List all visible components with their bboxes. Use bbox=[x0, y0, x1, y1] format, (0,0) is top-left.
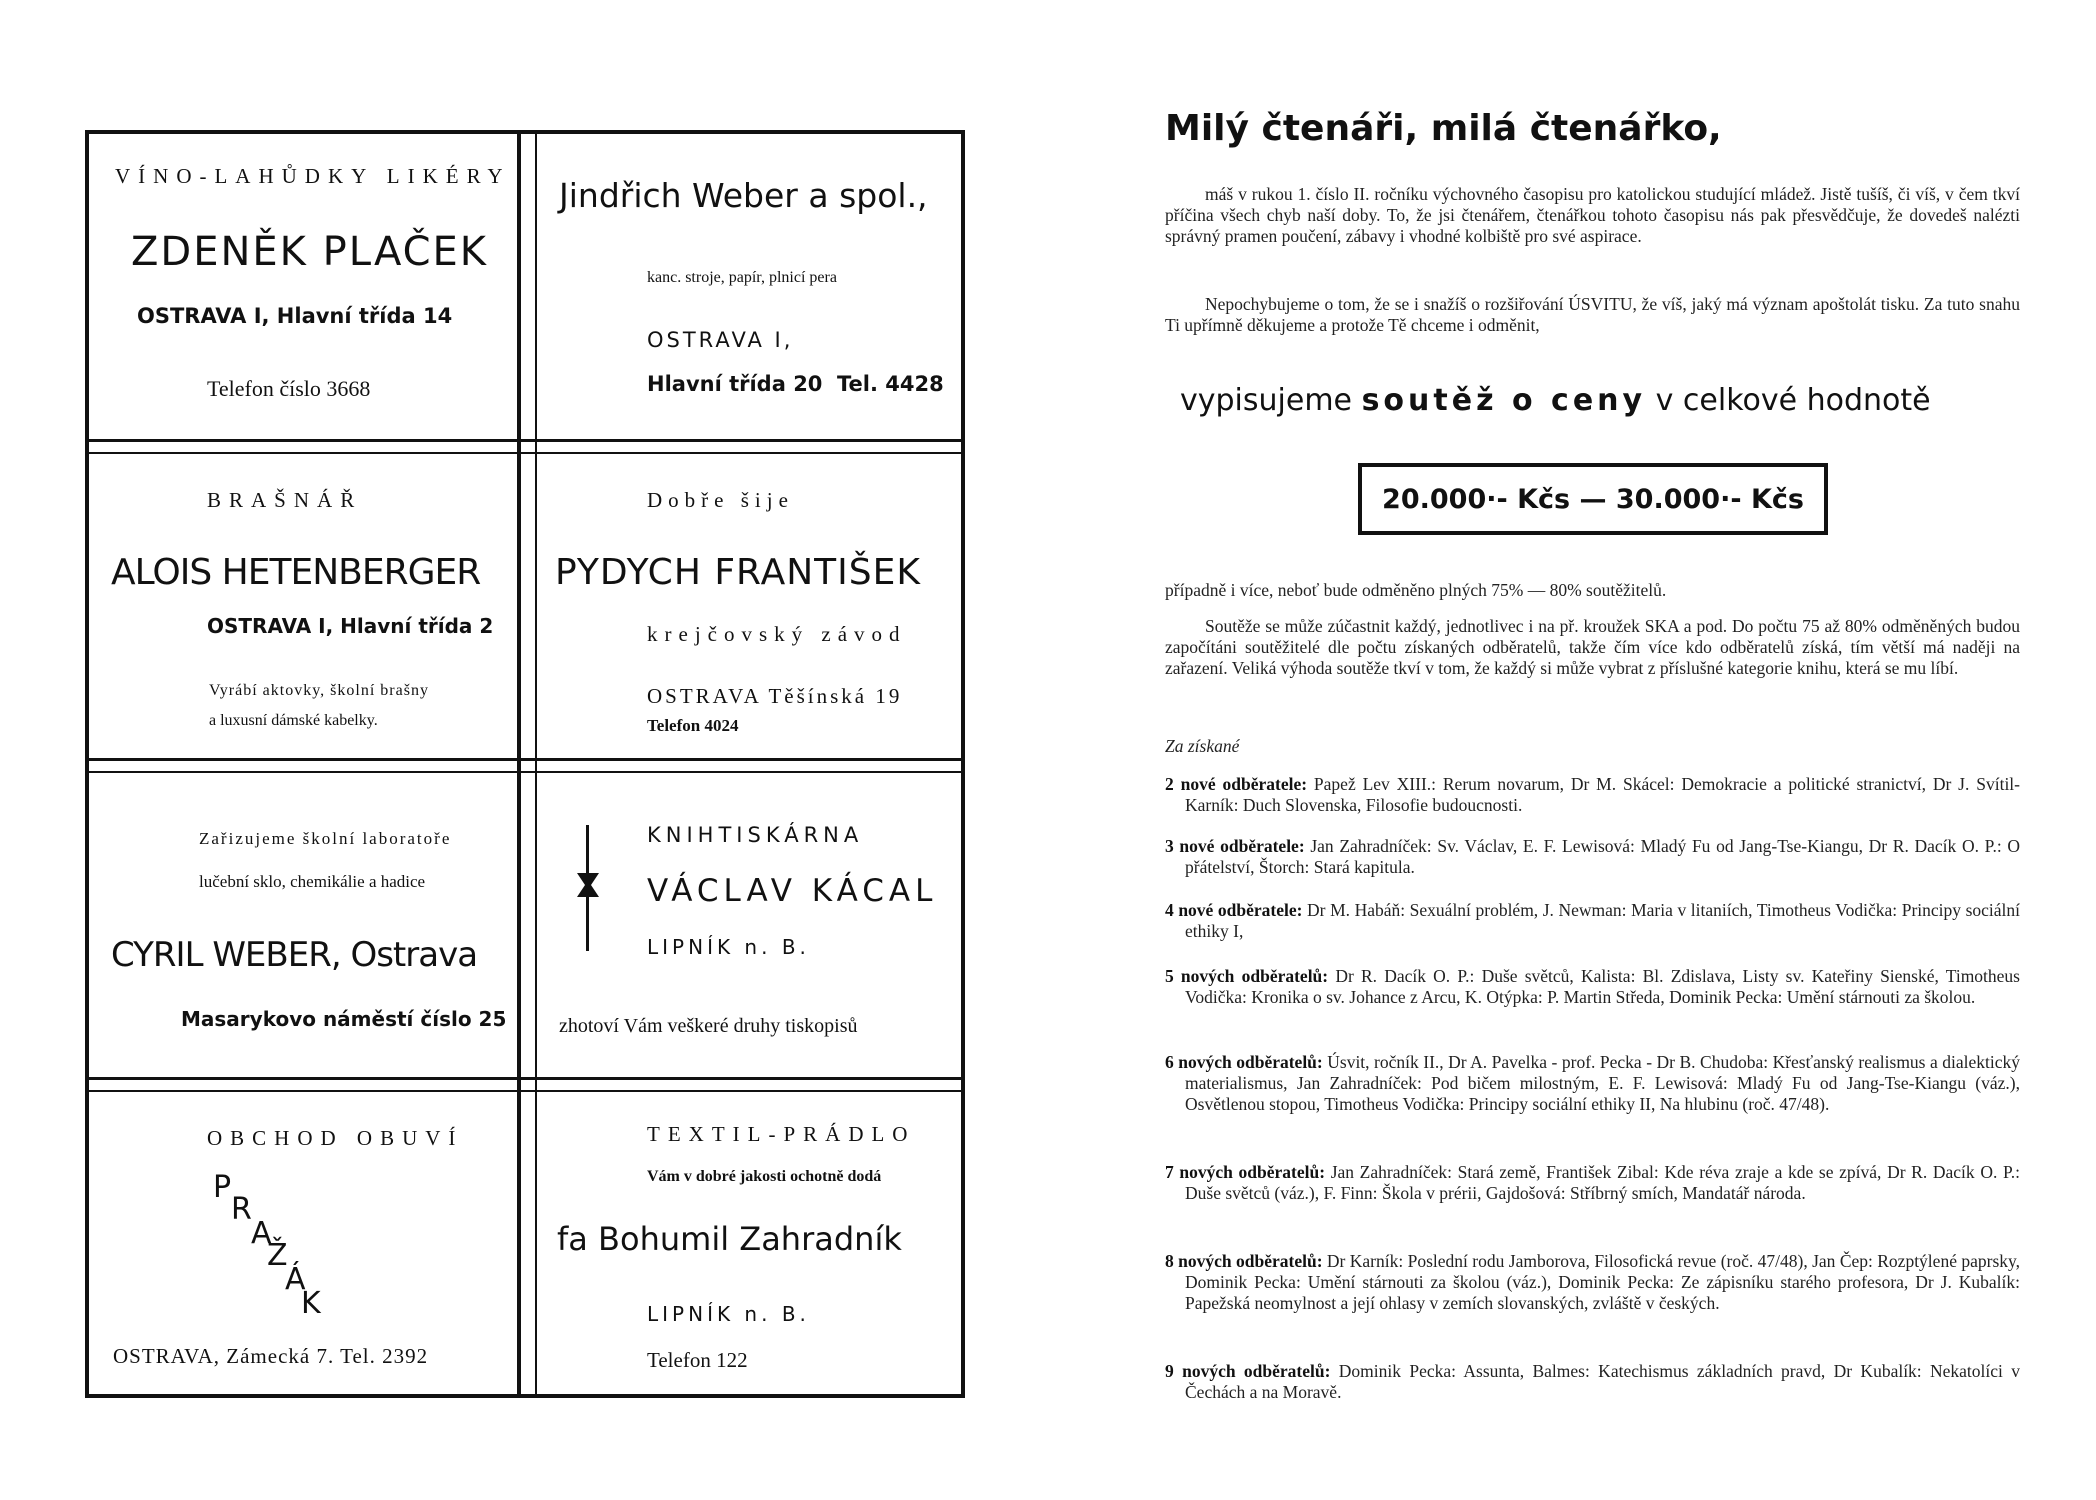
ad-street: Hlavní třída 20 bbox=[647, 372, 823, 396]
ad-zdenek-placek bbox=[89, 134, 517, 439]
prazak-logo-letter: P bbox=[213, 1170, 232, 1205]
contest-highlight: soutěž o ceny bbox=[1361, 383, 1647, 418]
reward-item bbox=[1165, 900, 2020, 942]
grid-divider-vertical bbox=[517, 134, 521, 1394]
ad-trade: krejčovský závod bbox=[647, 622, 907, 646]
contest-text: vypisujeme bbox=[1180, 383, 1353, 418]
prize-box bbox=[1358, 463, 1828, 535]
ad-description: a luxusní dámské kabelky. bbox=[209, 712, 378, 729]
ad-vaclav-kacal bbox=[537, 773, 961, 1077]
reward-label: 2 nové odběratele: bbox=[1165, 774, 1308, 794]
prazak-logo-letter: K bbox=[301, 1286, 321, 1321]
ad-alois-hetenberger bbox=[89, 454, 517, 758]
prize-amount: 20.000·- Kčs — 30.000·- Kčs bbox=[1382, 483, 1804, 515]
reward-text: Dr M. Habáň: Sexuální problém, J. Newman: Maria v litaniích, Timotheus Vodička: Principy sociální ethiky I, bbox=[1185, 900, 2021, 941]
paragraph: případně i více, neboť bude odměněno plných 75% — 80% soutěžitelů. bbox=[1165, 580, 1667, 600]
ad-address: OSTRAVA Těšínská 19 bbox=[647, 684, 903, 708]
reward-item bbox=[1165, 774, 2020, 816]
ad-business-name: PYDYCH FRANTIŠEK bbox=[555, 552, 921, 593]
reward-text: Jan Zahradníček: Stará země, František Zibal: Kde réva zraje a kde se zpívá, Dr R. Dacík O. P.: Duše světců (váz.), F. Finn: Škola v prérii, Gajdošová: Stříbrný smích, Mandatář národa. bbox=[1185, 1162, 2021, 1203]
ad-text-line: lučební sklo, chemikálie a hadice bbox=[199, 872, 426, 891]
reward-label: 3 nové odběratele: bbox=[1165, 836, 1305, 856]
ad-phone: Tel. 4428 bbox=[837, 372, 944, 396]
ad-jindrich-weber bbox=[537, 134, 961, 439]
contest-announcement bbox=[1180, 383, 1931, 418]
ad-description: zhotoví Vám veškeré druhy tiskopisů bbox=[559, 1015, 858, 1037]
ad-business-name: VÁCLAV KÁCAL bbox=[647, 873, 938, 909]
ad-address: OSTRAVA I, Hlavní třída 14 bbox=[137, 304, 453, 328]
ad-category: VÍNO-LAHŮDKY LIKÉRY bbox=[115, 164, 511, 188]
ad-phone: Telefon číslo 3668 bbox=[207, 376, 371, 401]
ad-phone: Telefon 4024 bbox=[647, 716, 739, 735]
reward-text: Jan Zahradníček: Sv. Václav, E. F. Lewisová: Mladý Fu od Jang-Tse-Kiangu, Dr R. Dacík O. P.: O přátelství, Štorch: Stará kapitula. bbox=[1185, 836, 2020, 877]
grid-divider-horizontal bbox=[89, 758, 961, 761]
ad-city: LIPNÍK n. B. bbox=[647, 1302, 810, 1326]
printing-press-icon bbox=[575, 825, 601, 951]
prazak-logo-letter: A bbox=[251, 1216, 272, 1251]
intro-paragraph: máš v rukou 1. číslo II. ročníku výchovného časopisu pro katolickou studující mládež. Jistě tušíš, či víš, v čem tkví příčina všech chyb naší doby. To, že jsi čtenářem, čtenářkou tohoto časopisu nás pak přesvědčuje, že dovedeš nalézti správný pramen poučení, zábavy i vhodné kolbiště pro své aspirace. bbox=[1165, 184, 2020, 246]
prazak-logo-letter: Á bbox=[285, 1262, 306, 1297]
ad-address: OSTRAVA, Zámecká 7. Tel. 2392 bbox=[113, 1344, 429, 1368]
ad-category: TEXTIL-PRÁDLO bbox=[647, 1122, 916, 1146]
prazak-logo-letter: R bbox=[231, 1192, 252, 1227]
ad-city: LIPNÍK n. B. bbox=[647, 935, 810, 959]
ad-address: Masarykovo náměstí číslo 25 bbox=[181, 1007, 507, 1031]
reward-text: Dr R. Dacík O. P.: Duše světců, Kalista: Bl. Zdislava, Listy sv. Kateřiny Sienské, Timotheus Vodička: Kronika o sv. Johance z Arcu, K. Otýpka: P. Martin Středa, Dominik Pecka: Umění stárnouti za školou. bbox=[1185, 966, 2020, 1007]
ad-address: OSTRAVA I, Hlavní třída 2 bbox=[207, 614, 494, 638]
reward-item bbox=[1165, 1052, 2020, 1115]
reward-label: 8 nových odběratelů: bbox=[1165, 1251, 1323, 1271]
reward-text: Úsvit, ročník II., Dr A. Pavelka - prof. Pecka - Dr B. Chudoba: Křesťanský realismus a dialektický materialismus, Jan Zahradníček: Pod bičem milostným, E. F. Lewisová: Mladý Fu od Jang-Tse-Kiangu (váz.), Osvětlenou stopou, Timotheus Vodička: Principy sociální ethiky II, Na hlubinu (roč. 47/48). bbox=[1185, 1052, 2020, 1114]
ad-slogan: Vám v dobré jakosti ochotně dodá bbox=[647, 1168, 882, 1185]
ad-prazak bbox=[89, 1092, 517, 1394]
reward-text: Dr Karník: Poslední rodu Jamborova, Filosofická revue (roč. 47/48), Jan Čep: Rozptýlené paprsky, Dominik Pecka: Umění stárnouti za školou (váz.), Dominik Pecka: Ze zápisníku starého profesora, Dr J. Kubalík: Papežská neomylnost a její ohlasy v zemích slovanských, zvláště v českých. bbox=[1185, 1251, 2020, 1313]
grid-divider-horizontal bbox=[89, 1077, 961, 1080]
ad-city: OSTRAVA I, bbox=[647, 328, 794, 352]
reward-label: 6 nových odběratelů: bbox=[1165, 1052, 1323, 1072]
reward-item bbox=[1165, 966, 2020, 1008]
contest-text: v celkové hodnotě bbox=[1655, 383, 1931, 418]
ad-phone: Telefon 122 bbox=[647, 1348, 748, 1372]
reward-item bbox=[1165, 836, 2020, 878]
ad-business-name: ZDENĚK PLAČEK bbox=[131, 229, 489, 275]
ad-business-name: Jindřich Weber a spol., bbox=[559, 176, 928, 215]
paragraph: Soutěže se může zúčastnit každý, jednotlivec i na př. kroužek SKA a pod. Do počtu 75 až 80% odměněných budou započítáni soutěžitelé dle počtu získaných odběratelů, takže čím více kdo odběratelů získá, tím větší má naději na zařazení. Veliká výhoda soutěže tkví v tom, že každý si může vybrat z příslušné kategorie knihu, která se mu líbí. bbox=[1165, 616, 2020, 678]
reward-label: 7 nových odběratelů: bbox=[1165, 1162, 1326, 1182]
ad-products: kanc. stroje, papír, plnicí pera bbox=[647, 269, 837, 286]
ad-bohumil-zahradnik bbox=[537, 1092, 961, 1394]
reward-label: 9 nových odběratelů: bbox=[1165, 1361, 1331, 1381]
reward-label: 5 nových odběratelů: bbox=[1165, 966, 1329, 986]
ad-cyril-weber bbox=[89, 773, 517, 1077]
ad-pydych-frantisek bbox=[537, 454, 961, 758]
reward-text: Papež Lev XIII.: Rerum novarum, Dr M. Skácel: Demokracie a politické stranictví, Dr J. Svítil-Karník: Duch Slovenska, Filosofie budoucnosti. bbox=[1185, 774, 2020, 815]
ad-category: KNIHTISKÁRNA bbox=[647, 823, 864, 847]
ad-business-name: CYRIL WEBER, Ostrava bbox=[111, 935, 478, 975]
reward-item bbox=[1165, 1162, 2020, 1204]
article-headline: Milý čtenáři, milá čtenářko, bbox=[1165, 108, 1722, 149]
reward-text: Dominik Pecka: Assunta, Balmes: Katechismus základních pravd, Dr Kubalík: Nekatolíci v Čechách a na Moravě. bbox=[1185, 1361, 2020, 1402]
ad-text-line: Zařizujeme školní laboratoře bbox=[199, 829, 452, 848]
ad-description: Vyrábí aktovky, školní brašny bbox=[209, 682, 429, 699]
paragraph: Nepochybujeme o tom, že se i snažíš o rozšiřování ÚSVITU, že víš, jaký má význam apoštolát tisku. Za tuto snahu Ti upřímně děkujeme a protože Tě chceme i odměnit, bbox=[1165, 294, 2020, 335]
ad-business-name: fa Bohumil Zahradník bbox=[557, 1220, 902, 1258]
reward-item bbox=[1165, 1251, 2020, 1314]
reward-label: 4 nové odběratele: bbox=[1165, 900, 1303, 920]
prazak-logo-letter: Ž bbox=[267, 1238, 288, 1273]
ad-category: BRAŠNÁŘ bbox=[207, 488, 363, 512]
grid-divider-horizontal bbox=[89, 439, 961, 442]
ad-category: OBCHOD OBUVÍ bbox=[207, 1126, 464, 1150]
rewards-intro: Za získané bbox=[1165, 736, 1240, 756]
advertisement-page bbox=[85, 130, 965, 1398]
ad-business-name: ALOIS HETENBERGER bbox=[111, 552, 481, 593]
reward-item bbox=[1165, 1361, 2020, 1403]
ad-tagline: Dobře šije bbox=[647, 488, 794, 512]
